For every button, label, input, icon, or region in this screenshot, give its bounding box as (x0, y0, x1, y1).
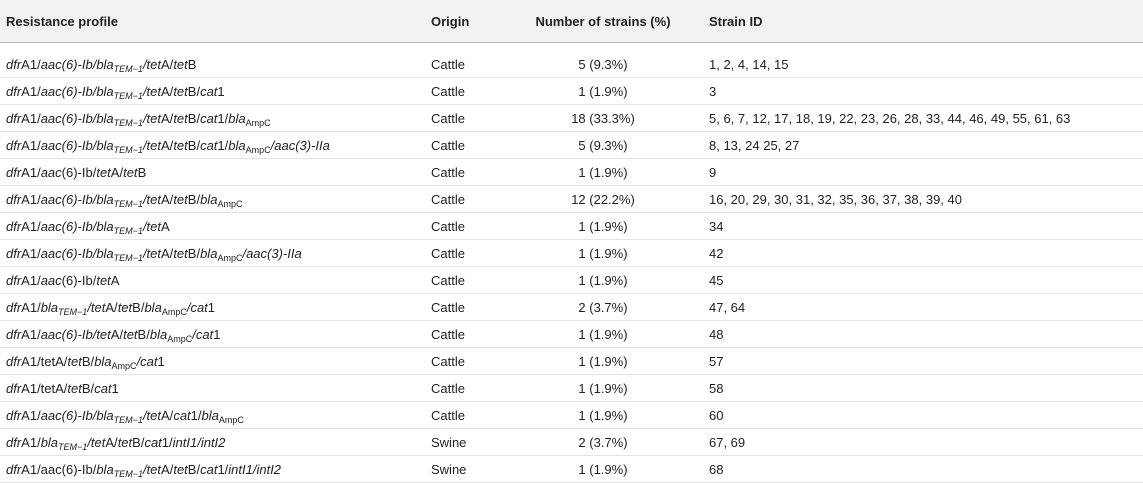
strain-id-cell: 58 (709, 380, 724, 396)
profile-segment: dfr (6, 299, 22, 315)
profile-segment: /tet (142, 110, 162, 126)
strain-count-cell: 1 (1.9%) (578, 326, 628, 342)
profile-segment: 1/ (217, 461, 229, 477)
strain-id-cell: 57 (709, 353, 724, 369)
profile-segment: AmpC (167, 333, 193, 344)
profile-segment: cat (144, 434, 162, 450)
profile-segment: cat (200, 137, 218, 153)
strain-count-cell: 1 (1.9%) (578, 461, 628, 477)
resistance-profile-cell (0, 429, 425, 456)
table-row (0, 402, 1143, 429)
strain-count-cell: 18 (33.3%) (571, 110, 635, 126)
origin-cell: Cattle (431, 83, 465, 99)
table-row (0, 456, 1143, 483)
strain-count-cell: 12 (22.2%) (571, 191, 635, 207)
table-row (0, 213, 1143, 240)
profile-segment: TEM−1 (113, 414, 143, 425)
profile-segment: B/ (187, 110, 201, 126)
profile-segment: bla (149, 326, 168, 342)
profile-segment: A1/ (21, 56, 41, 72)
profile-segment: B/ (81, 380, 95, 396)
profile-segment: A1/tetA/ (21, 380, 68, 396)
profile-segment: A1/ (21, 218, 41, 234)
profile-segment: A/ (110, 164, 124, 180)
profile-segment: B (187, 56, 197, 72)
strain-id-cell: 34 (709, 218, 724, 234)
profile-segment: /aac(3)-IIa (270, 137, 330, 153)
strain-id-cell: 9 (709, 164, 717, 180)
resistance-profile-cell (0, 294, 425, 321)
profile-segment: A1/ (21, 110, 41, 126)
profile-segment: /aac(3)-IIa (242, 245, 302, 261)
origin-cell: Cattle (431, 407, 465, 423)
resistance-profile-cell (0, 132, 425, 159)
profile-segment: B/ (187, 191, 201, 207)
header-origin: Origin (425, 0, 503, 43)
header-strain-id: Strain ID (703, 0, 1143, 43)
strain-id-cell: 48 (709, 326, 724, 342)
resistance-profile-cell (0, 105, 425, 132)
profile-segment: aac(6)-Ib/bla (40, 56, 114, 72)
profile-segment: /tet (142, 218, 162, 234)
profile-segment: bla (228, 137, 246, 153)
profile-segment: dfr (6, 380, 22, 396)
profile-segment: dfr (6, 164, 22, 180)
strain-id-cell: 68 (709, 461, 724, 477)
profile-segment: intI1/intI2 (172, 434, 226, 450)
profile-segment: 1 (157, 353, 165, 369)
strain-count-cell: 1 (1.9%) (578, 380, 628, 396)
profile-segment: dfr (6, 434, 22, 450)
strain-count-cell: 5 (9.3%) (578, 137, 628, 153)
profile-segment: B/ (187, 245, 201, 261)
profile-segment: tet (123, 164, 138, 180)
profile-segment: bla (201, 407, 219, 423)
profile-segment: B/ (187, 83, 201, 99)
profile-segment: 1/ (217, 137, 229, 153)
origin-cell: Cattle (431, 353, 465, 369)
strain-id-cell: 16, 20, 29, 30, 31, 32, 35, 36, 37, 38, 39, 40 (709, 191, 962, 207)
strain-id-cell: 60 (709, 407, 724, 423)
profile-segment: A/ (110, 326, 124, 342)
profile-segment: A1/ (21, 83, 41, 99)
table-row (0, 78, 1143, 105)
strain-id-cell: 5, 6, 7, 12, 17, 18, 19, 22, 23, 26, 28, 33, 44, 46, 49, 55, 61, 63 (709, 110, 1071, 126)
profile-segment: A1/ (21, 245, 41, 261)
profile-segment: B/ (187, 137, 201, 153)
strain-count-cell: 1 (1.9%) (578, 245, 628, 261)
profile-segment: A/ (161, 110, 174, 126)
profile-segment: A/ (105, 299, 118, 315)
profile-segment: TEM−1 (113, 63, 143, 74)
profile-segment: A1/ (21, 299, 41, 315)
profile-segment: AmpC (217, 252, 243, 263)
profile-segment: dfr (6, 83, 22, 99)
origin-cell: Cattle (431, 110, 465, 126)
profile-segment: tet (173, 137, 188, 153)
profile-segment: tet (96, 272, 111, 288)
profile-segment: /tet (142, 407, 162, 423)
profile-segment: dfr (6, 326, 22, 342)
profile-segment: AmpC (245, 144, 271, 155)
resistance-profile-cell (0, 240, 425, 267)
origin-cell: Swine (431, 434, 467, 450)
profile-segment: cat (200, 461, 218, 477)
strain-id-cell: 3 (709, 83, 717, 99)
profile-segment: dfr (6, 245, 22, 261)
origin-cell: Cattle (431, 299, 465, 315)
profile-segment: TEM−1 (113, 90, 143, 101)
table-row (0, 375, 1143, 402)
header-row (0, 0, 1143, 43)
resistance-profile-cell (0, 213, 425, 240)
profile-segment: dfr (6, 137, 22, 153)
profile-segment: aac(6)-Ib/bla (40, 245, 114, 261)
profile-segment: A (110, 272, 120, 288)
strain-count-cell: 1 (1.9%) (578, 83, 628, 99)
profile-segment: dfr (6, 218, 22, 234)
profile-segment: tet (96, 164, 111, 180)
profile-segment: A/ (161, 83, 174, 99)
strain-id-cell: 67, 69 (709, 434, 746, 450)
profile-segment: dfr (6, 56, 22, 72)
profile-segment: bla (40, 434, 59, 450)
strain-count-cell: 5 (9.3%) (578, 56, 628, 72)
table-row (0, 240, 1143, 267)
profile-segment: A1/ (21, 272, 41, 288)
table-row (0, 132, 1143, 159)
profile-segment: cat (173, 407, 191, 423)
table-row (0, 429, 1143, 456)
profile-segment: aac(6)-Ib/tet (40, 326, 111, 342)
table-row (0, 186, 1143, 213)
profile-segment: bla (200, 245, 218, 261)
profile-segment: AmpC (161, 306, 187, 317)
profile-segment: A/ (161, 191, 174, 207)
profile-segment: bla (94, 353, 112, 369)
profile-segment: tet (173, 461, 188, 477)
profile-segment: A1/tetA/ (21, 353, 68, 369)
origin-cell: Cattle (431, 191, 465, 207)
header-resistance-profile: Resistance profile (0, 0, 425, 43)
origin-cell: Cattle (431, 272, 465, 288)
profile-segment: tet (173, 110, 188, 126)
resistance-profile-cell (0, 267, 425, 294)
profile-segment: aac(6)-Ib/bla (40, 137, 114, 153)
profile-segment: 1 (213, 326, 221, 342)
profile-segment: aac (40, 272, 62, 288)
profile-segment: tet (117, 434, 133, 450)
profile-segment: /tet (142, 83, 162, 99)
profile-segment: /tet (142, 191, 162, 207)
resistance-profile-cell (0, 78, 425, 105)
resistance-profile-cell (0, 321, 425, 348)
profile-segment: /cat (186, 299, 208, 315)
profile-segment: dfr (6, 407, 22, 423)
profile-segment: aac(6)-Ib/bla (40, 110, 114, 126)
profile-segment: TEM−1 (113, 468, 143, 479)
profile-segment: TEM−1 (58, 441, 88, 452)
profile-segment: aac(6)-Ib/bla (40, 218, 114, 234)
resistance-profile-cell (0, 43, 425, 78)
strain-count-cell: 1 (1.9%) (578, 164, 628, 180)
profile-segment: A1/aac(6)-Ib/ (21, 461, 97, 477)
header-number-of-strains: Number of strains (%) (503, 0, 703, 43)
profile-segment: TEM−1 (113, 117, 143, 128)
strain-count-cell: 1 (1.9%) (578, 272, 628, 288)
profile-segment: dfr (6, 353, 22, 369)
profile-segment: A/ (161, 407, 174, 423)
profile-segment: A1/ (21, 137, 41, 153)
origin-cell: Cattle (431, 380, 465, 396)
profile-segment: /tet (142, 461, 162, 477)
profile-segment: dfr (6, 461, 22, 477)
profile-segment: tet (173, 56, 188, 72)
profile-segment: tet (67, 380, 82, 396)
origin-cell: Cattle (431, 218, 465, 234)
table-row (0, 43, 1143, 78)
profile-segment: 1/ (217, 110, 229, 126)
profile-segment: cat (94, 380, 112, 396)
table-row (0, 159, 1143, 186)
table-body (0, 43, 1143, 483)
profile-segment: tet (173, 191, 188, 207)
profile-segment: A/ (161, 245, 174, 261)
profile-segment: cat (200, 110, 218, 126)
profile-segment: tet (123, 326, 138, 342)
profile-segment: /cat (136, 353, 158, 369)
origin-cell: Cattle (431, 56, 465, 72)
profile-segment: 1/ (161, 434, 173, 450)
profile-segment: A1/ (21, 407, 41, 423)
profile-segment: /tet (87, 434, 106, 450)
profile-segment: AmpC (245, 117, 271, 128)
profile-segment: bla (228, 110, 246, 126)
profile-segment: B/ (137, 326, 150, 342)
profile-segment: dfr (6, 272, 22, 288)
profile-segment: bla (40, 299, 59, 315)
resistance-profile-cell (0, 375, 425, 402)
profile-segment: dfr (6, 110, 22, 126)
profile-segment: aac(6)-Ib/bla (40, 191, 114, 207)
profile-segment: bla (144, 299, 162, 315)
profile-segment: 1/ (190, 407, 202, 423)
profile-segment: bla (96, 461, 114, 477)
strain-count-cell: 1 (1.9%) (578, 407, 628, 423)
profile-segment: (6)-Ib/ (61, 272, 97, 288)
origin-cell: Cattle (431, 164, 465, 180)
strain-id-cell: 45 (709, 272, 724, 288)
profile-segment: TEM−1 (113, 198, 143, 209)
profile-segment: B (137, 164, 147, 180)
profile-segment: A1/ (21, 326, 41, 342)
profile-segment: AmpC (217, 198, 243, 209)
profile-segment: 1 (207, 299, 216, 315)
table-row (0, 294, 1143, 321)
profile-segment: A (161, 218, 170, 234)
strain-count-cell: 1 (1.9%) (578, 218, 628, 234)
profile-segment: TEM−1 (113, 225, 143, 236)
profile-segment: 1 (217, 83, 225, 99)
profile-segment: tet (67, 353, 82, 369)
profile-segment: TEM−1 (113, 252, 143, 263)
profile-segment: /tet (142, 56, 162, 72)
profile-segment: tet (117, 299, 133, 315)
profile-segment: A/ (161, 461, 174, 477)
profile-segment: /tet (142, 137, 162, 153)
table-row (0, 105, 1143, 132)
table-row (0, 267, 1143, 294)
strain-count-cell: 2 (3.7%) (578, 434, 628, 450)
profile-segment: A/ (161, 137, 174, 153)
profile-segment: aac(6)-Ib/bla (40, 83, 114, 99)
profile-segment: aac(6)-Ib/bla (40, 407, 114, 423)
profile-segment: AmpC (218, 414, 244, 425)
strain-id-cell: 1, 2, 4, 14, 15 (709, 56, 789, 72)
origin-cell: Cattle (431, 137, 465, 153)
profile-segment: intI1/intI2 (228, 461, 282, 477)
strain-id-cell: 42 (709, 245, 724, 261)
profile-segment: tet (173, 83, 188, 99)
strain-count-cell: 2 (3.7%) (578, 299, 628, 315)
strain-id-cell: 8, 13, 24 25, 27 (709, 137, 800, 153)
resistance-profile-cell (0, 186, 425, 213)
profile-segment: TEM−1 (113, 144, 143, 155)
profile-segment: A1/ (21, 164, 41, 180)
profile-segment: /tet (87, 299, 106, 315)
profile-segment: dfr (6, 191, 22, 207)
resistance-profile-cell (0, 348, 425, 375)
table-row (0, 348, 1143, 375)
profile-segment: B/ (132, 299, 145, 315)
origin-cell: Cattle (431, 245, 465, 261)
profile-segment: 1 (111, 380, 119, 396)
profile-segment: (6)-Ib/ (61, 164, 97, 180)
profile-segment: cat (200, 83, 218, 99)
origin-cell: Cattle (431, 326, 465, 342)
profile-segment: aac (40, 164, 62, 180)
profile-segment: tet (173, 245, 188, 261)
profile-segment: A/ (161, 56, 174, 72)
table-row (0, 321, 1143, 348)
resistance-profile-cell (0, 159, 425, 186)
profile-segment: TEM−1 (58, 306, 88, 317)
profile-segment: AmpC (111, 360, 137, 371)
profile-segment: /tet (142, 245, 162, 261)
resistance-profile-cell (0, 402, 425, 429)
profile-segment: A1/ (21, 434, 41, 450)
profile-segment: /cat (192, 326, 214, 342)
profile-segment: B/ (187, 461, 201, 477)
strain-count-cell: 1 (1.9%) (578, 353, 628, 369)
profile-segment: B/ (132, 434, 145, 450)
profile-segment: bla (200, 191, 218, 207)
profile-segment: B/ (81, 353, 95, 369)
origin-cell: Swine (431, 461, 467, 477)
profile-segment: A/ (105, 434, 118, 450)
strain-id-cell: 47, 64 (709, 299, 746, 315)
profile-segment: A1/ (21, 191, 41, 207)
resistance-profile-cell (0, 456, 425, 483)
